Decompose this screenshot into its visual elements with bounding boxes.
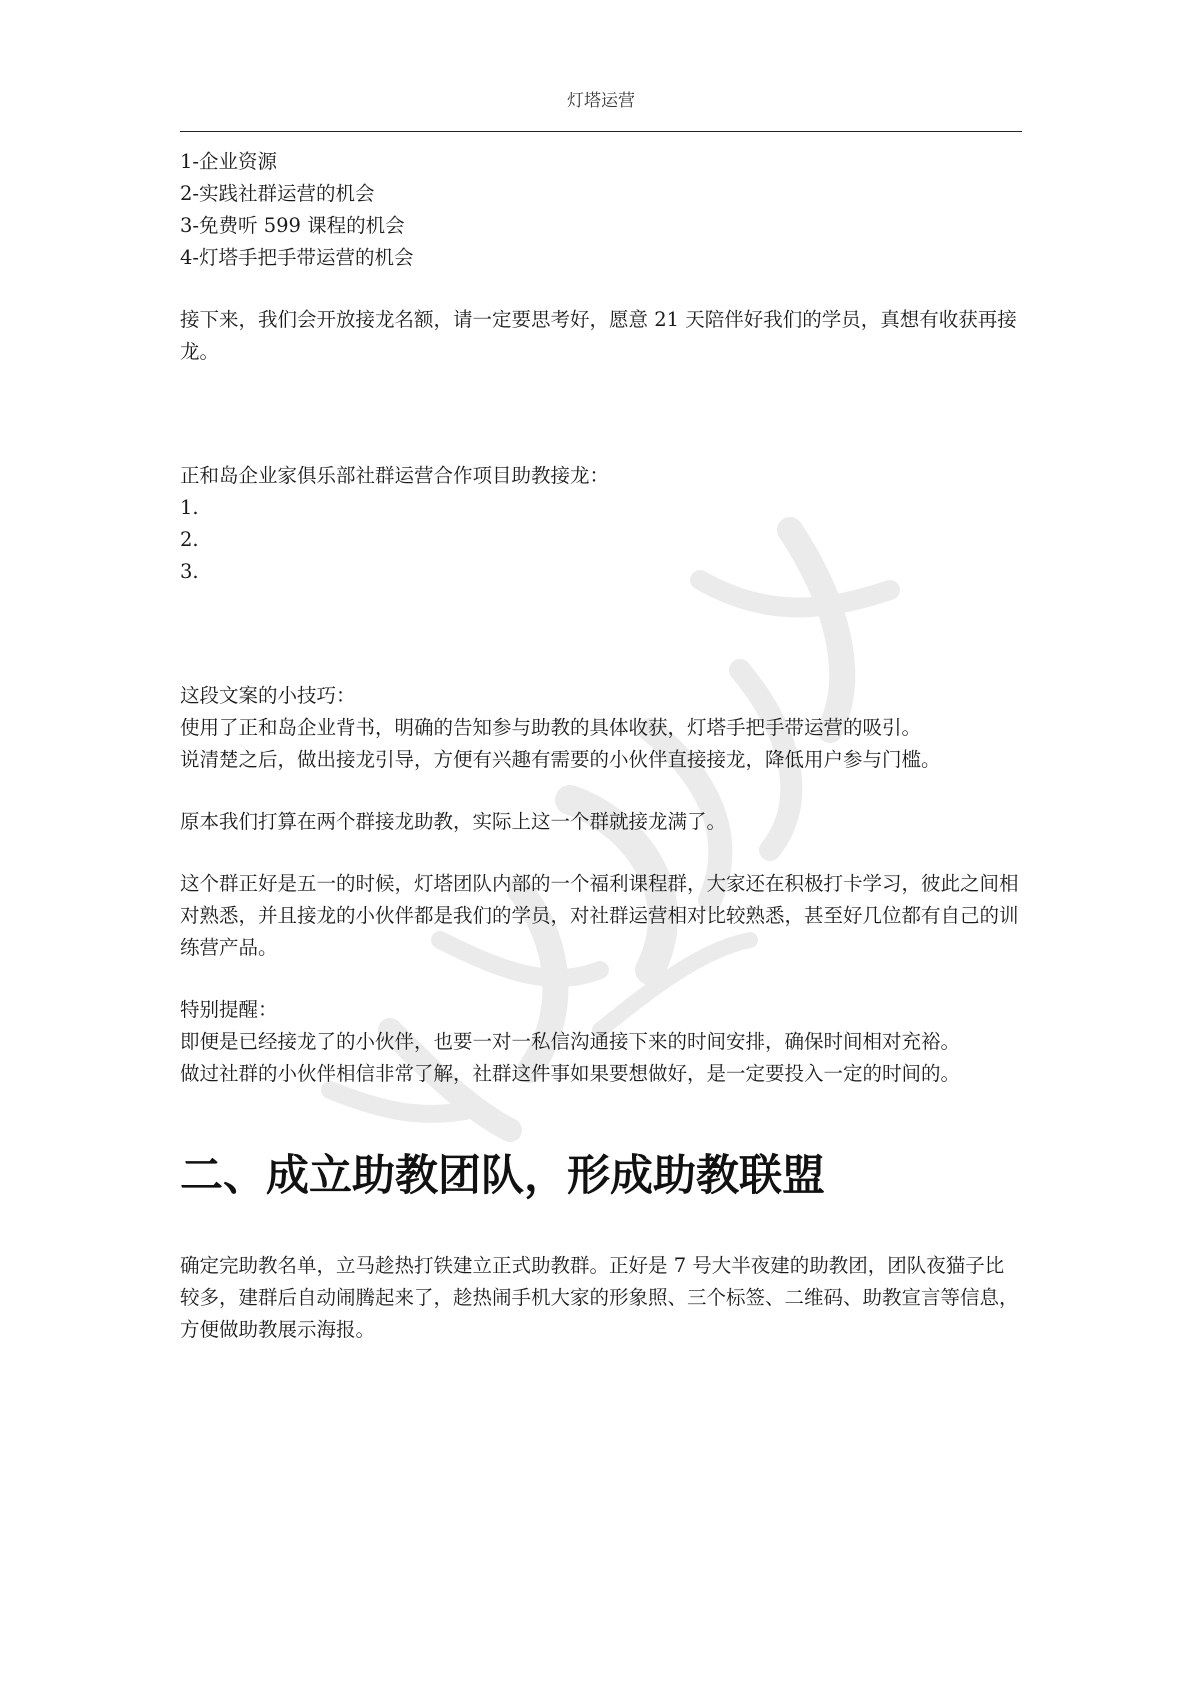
tips-line: 说清楚之后，做出接龙引导，方便有兴趣有需要的小伙伴直接接龙，降低用户参与门槛。	[180, 748, 941, 771]
group-paragraph: 这个群正好是五一的时候，灯塔团队内部的一个福利课程群，大家还在积极打卡学习，彼此之间相对熟悉，并且接龙的小伙伴都是我们的学员，对社群运营相对比较熟悉，甚至好几位都有自己的训练营产品。	[180, 872, 1019, 959]
reminder-block	[180, 994, 1022, 1090]
signup-block	[180, 460, 1022, 588]
benefit-item: 4-灯塔手把手带运营的机会	[180, 246, 414, 269]
intro-paragraph: 接下来，我们会开放接龙名额，请一定要思考好，愿意 21 天陪伴好我们的学员，真想有收获再接龙。	[180, 308, 1017, 363]
reminder-line: 做过社群的小伙伴相信非常了解，社群这件事如果要想做好，是一定要投入一定的时间的。	[180, 1062, 961, 1085]
section-heading: 二、成立助教团队，形成助教联盟	[180, 1151, 825, 1201]
tips-title: 这段文案的小技巧：	[180, 684, 356, 707]
benefit-item: 1-企业资源	[180, 150, 277, 173]
plan-paragraph: 原本我们打算在两个群接龙助教，实际上这一个群就接龙满了。	[180, 810, 727, 833]
signup-title: 正和岛企业家俱乐部社群运营合作项目助教接龙：	[180, 464, 610, 487]
signup-entry: 1.	[180, 496, 199, 519]
section-paragraph: 确定完助教名单，立马趁热打铁建立正式助教群。正好是 7 号大半夜建的助教团，团队夜猫子比较多，建群后自动闹腾起来了，趁热闹手机大家的形象照、三个标签、二维码、助教宣言等信息，方便做助教展示海报。	[180, 1254, 1019, 1341]
reminder-title: 特别提醒：	[180, 998, 278, 1021]
benefit-item: 3-免费听 599 课程的机会	[180, 214, 405, 237]
benefit-item: 2-实践社群运营的机会	[180, 182, 375, 205]
benefits-list	[180, 146, 1022, 274]
header-divider	[180, 131, 1022, 132]
signup-entry: 3.	[180, 560, 199, 583]
tips-block	[180, 680, 1022, 776]
document-body	[180, 146, 1022, 1346]
signup-entry: 2.	[180, 528, 199, 551]
tips-line: 使用了正和岛企业背书，明确的告知参与助教的具体收获，灯塔手把手带运营的吸引。	[180, 716, 922, 739]
reminder-line: 即便是已经接龙了的小伙伴，也要一对一私信沟通接下来的时间安排，确保时间相对充裕。	[180, 1030, 961, 1053]
page-header: 灯塔运营	[567, 91, 635, 111]
